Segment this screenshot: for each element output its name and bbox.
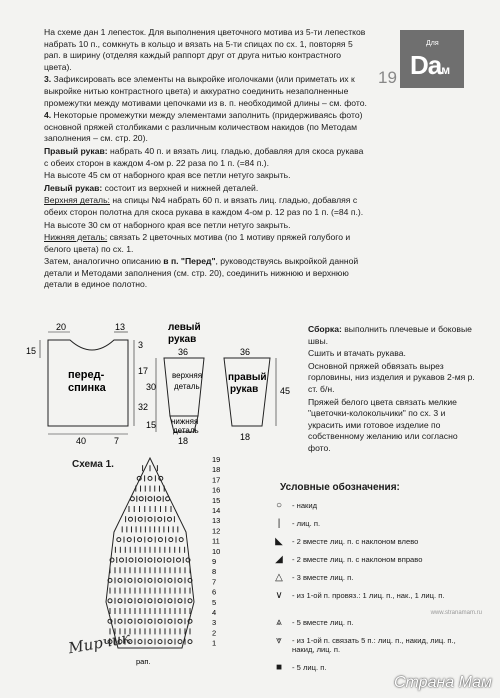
legend-item-text: - 2 вместе лиц. п. с наклоном влево [292, 537, 419, 546]
k2tog-left-icon: ◣ [275, 536, 283, 547]
schema-row-number: 16 [212, 485, 221, 495]
assembly-p3: Основной пряжей обвязать вырез горловины, низ изделия и рукавов 2-мя р. ст. б/н. [308, 360, 475, 394]
left-sleeve-h-lower: 15 [146, 420, 157, 430]
upper-detail-text: на спицы №4 набрать 60 п. и вязать лиц. гладью, добавляя с обеих сторон полотна для скоса рукава в каждом 4-ом р. 12 раз по 1 п. (=84 п.). [44, 195, 364, 217]
schema-row-number: 18 [212, 465, 221, 475]
yarn-over-mark [138, 578, 142, 582]
legend-item [268, 553, 478, 571]
step-3-paragraph [44, 74, 370, 109]
legend-list [268, 499, 478, 679]
upper-detail-label: Верхняя деталь: [44, 195, 110, 206]
step-4-paragraph [44, 110, 370, 145]
yarn-over-mark [148, 599, 152, 603]
yarn-over-mark [168, 578, 172, 582]
petal-paragraph: На схеме дан 1 лепесток. Для выполнения цветочного мотива из 5-ти лепестков набрать 10 п., сомкнуть в кольцо и вязать на 5-ти спицах по сх. 1, повторяя 5 рап. в ширину (отделяя каждый раппорт друг от друга нитью контрастного цвета). [44, 27, 366, 72]
left-sleeve-title-2: рукав [168, 334, 197, 345]
right-sleeve-title-2: рукав [230, 384, 259, 395]
lower-detail-label: Нижняя деталь: [44, 232, 108, 243]
instructions-text [44, 27, 370, 292]
step-3-text: Зафиксировать все элементы на выкройке иголочками (или приметать их к выкройке нитью контрастного цвета) и аккуратно соединить незаполненные промежутки между мотивами цепочками из в. п. необходимой длины – см. фото. [44, 74, 367, 108]
legend-item-text: - из 1-ой п. связать 5 п.: лиц. п., накид, лиц. п., накид, лиц. п. [292, 636, 456, 654]
legend-item-text: - 5 вместе лиц. п. [292, 618, 354, 627]
k3tog-icon: △ [275, 572, 283, 583]
yarn-over-mark [130, 497, 134, 501]
yarn-over-mark [158, 619, 162, 623]
right-sleeve-close: На высоте 45 см от наборного края все петли нетуго закрыть. [44, 170, 291, 181]
assembly-label: Сборка: [308, 324, 342, 334]
left-sleeve-title-1: левый [168, 322, 201, 333]
yarn-over-mark [179, 538, 183, 542]
yarn-over-mark [158, 640, 162, 644]
assembly-p1 [308, 324, 478, 347]
yarn-over-mark [178, 640, 182, 644]
schema-row-number: 5 [212, 597, 217, 607]
schema-row-number: 3 [212, 618, 217, 628]
lower-detail-paragraph [44, 232, 370, 255]
front-h-b: 17 [138, 366, 149, 376]
yarn-over-mark [139, 497, 143, 501]
legend-item [268, 616, 478, 634]
yarn-over-mark [168, 599, 172, 603]
step-4-number: 4. [44, 110, 52, 121]
schema-row-number: 15 [212, 495, 221, 505]
signature: Мирчик [66, 628, 132, 658]
step-3-number: 3. [44, 74, 52, 85]
upper-detail-paragraph [44, 195, 370, 218]
yarn-over-mark [139, 558, 143, 562]
join-paragraph [44, 256, 370, 291]
legend-item [268, 634, 478, 661]
k5tog-icon: ⩓ [276, 617, 282, 628]
yarn-over-icon: ○ [275, 500, 283, 511]
schema-title: Схема 1. [72, 459, 114, 470]
legend-item [268, 535, 478, 553]
yarn-over-mark [128, 517, 132, 521]
legend-item-text: - из 1-ой п. провяз.: 1 лиц. п., нак., 1 лиц. п. [292, 591, 445, 600]
schema-row-number: 1 [212, 638, 217, 648]
yarn-over-mark [168, 517, 172, 521]
yarn-over-mark [188, 599, 192, 603]
k5-block-icon: ■ [275, 662, 283, 673]
legend-item [268, 499, 478, 517]
legend-item [268, 571, 478, 589]
yarn-over-mark [128, 599, 132, 603]
left-sleeve-upper-2: деталь [174, 382, 200, 391]
schema-row-number: 6 [212, 587, 217, 597]
right-sleeve-paragraph [44, 146, 370, 169]
knit-stitch-icon: | [277, 518, 281, 529]
schema-row-number: 19 [212, 455, 221, 464]
front-w-top-a: 20 [56, 322, 67, 332]
assembly-p4: Пряжей белого цвета связать мелкие "цветочки-колокольчики" по сх. 3 и украсить ими готовое изделие по собственному желанию или согласно фото. [308, 396, 458, 453]
left-sleeve-lower-2: деталь [173, 426, 199, 435]
yarn-over-mark [158, 538, 162, 542]
yarn-over-mark [148, 517, 152, 521]
yarn-over-mark [148, 538, 152, 542]
assembly-section [308, 324, 478, 456]
right-sleeve-label: Правый рукав: [44, 145, 108, 156]
schema-row-number: 13 [212, 516, 221, 526]
yarn-over-mark [138, 619, 142, 623]
magazine-logo-tail: м [441, 63, 450, 77]
yarn-over-mark [188, 640, 192, 644]
front-label-1: перед- [68, 369, 105, 381]
yarn-over-mark [178, 578, 182, 582]
lower-detail-text: связать 2 цветочных мотива (по 1 мотиву пряжей голубого и белого цвета) по сх. 1. [44, 232, 351, 254]
yarn-over-mark [158, 599, 162, 603]
magazine-small-word: Для [426, 40, 439, 47]
yarn-over-mark [127, 538, 131, 542]
assembly-p1-text: выполнить плечевые и боковые швы. [308, 324, 472, 346]
watermark-url: www.stranamam.ru [430, 610, 482, 616]
schema-row-number: 12 [212, 526, 221, 536]
yarn-over-mark [167, 558, 171, 562]
schema-row-number: 7 [212, 577, 217, 587]
k1-yo-k1-icon: ∨ [275, 590, 283, 601]
legend-item [268, 517, 478, 535]
yarn-over-mark [129, 558, 133, 562]
left-sleeve-bottom: 18 [178, 436, 189, 446]
schema-row-number: 9 [212, 557, 217, 566]
legend-title: Условные обозначения: [280, 482, 400, 493]
left-sleeve-lower-1: нижняя [171, 417, 199, 426]
left-sleeve-paragraph [44, 183, 370, 195]
front-w-bottom: 40 [76, 436, 87, 446]
yarn-over-mark [148, 640, 152, 644]
step-4-text: Некоторые промежутки между элементами заполнить (придерживаясь фото) основной пряжей столбиками с различным количеством накидов (по Методам заполнения – см. стр. 20). [44, 110, 363, 144]
schema-row-number: 8 [212, 567, 217, 577]
pattern-diagrams [18, 318, 318, 448]
front-h-a: 3 [138, 340, 144, 350]
k2tog-right-icon: ◢ [275, 554, 283, 565]
legend [268, 482, 478, 679]
yarn-over-mark [138, 517, 142, 521]
yarn-over-mark [148, 558, 152, 562]
yarn-over-mark [128, 578, 132, 582]
upper-detail-close: На высоте 30 см от наборного края все петли нетуго закрыть. [44, 219, 291, 230]
right-sleeve-bottom: 18 [240, 432, 251, 442]
schema-row-number: 14 [212, 506, 221, 515]
front-w-side: 7 [114, 436, 120, 446]
legend-item-text: - накид [292, 501, 318, 510]
yarn-over-mark [148, 619, 152, 623]
yarn-over-mark [138, 640, 142, 644]
right-sleeve-height: 45 [280, 386, 291, 396]
right-sleeve-title-1: правый [228, 372, 267, 383]
right-sleeve-top: 36 [240, 347, 251, 357]
legend-item-text: - лиц. п. [292, 519, 321, 528]
schema-row-number: 11 [212, 536, 220, 546]
assembly-p2: Сшить и втачать рукава. [308, 348, 406, 359]
yarn-over-mark [158, 578, 162, 582]
legend-item-text: - 2 вместе лиц. п. с наклоном вправо [292, 555, 423, 564]
schema-row-number: 2 [212, 628, 217, 638]
left-sleeve-h-upper: 30 [146, 382, 157, 392]
yarn-over-mark [118, 578, 122, 582]
increase-5-icon: ⩔ [276, 635, 282, 646]
yarn-over-mark [118, 619, 122, 623]
yarn-over-mark [157, 497, 161, 501]
yarn-over-mark [158, 558, 162, 562]
schema-row-number: 4 [212, 608, 217, 617]
yarn-over-mark [138, 538, 142, 542]
yarn-over-mark [120, 558, 124, 562]
yarn-over-mark [158, 517, 162, 521]
schema-row-number: 17 [212, 475, 221, 485]
yarn-over-mark [128, 619, 132, 623]
legend-item-text: - 3 вместе лиц. п. [292, 573, 354, 582]
magazine-logo [410, 50, 449, 81]
watermark: Страна Мам [393, 674, 492, 691]
join-suffix: , руководствуясь выкройкой данной детали и Методами заполнения (см. стр. 20), соединить нижнюю и верхнюю детали в единое полотно. [44, 256, 359, 290]
left-sleeve-top: 36 [178, 347, 189, 357]
schema-row-number: 10 [212, 546, 221, 556]
yarn-over-mark [178, 619, 182, 623]
front-h-c: 32 [138, 402, 149, 412]
left-sleeve-upper-1: верхняя [172, 371, 203, 380]
join-front-ref: в п. "Перед" [163, 256, 216, 267]
yarn-over-mark [117, 538, 121, 542]
left-sleeve-label: Левый рукав: [44, 182, 103, 193]
legend-item-text: - 5 лиц. п. [292, 663, 327, 672]
join-prefix: Затем, аналогично описанию [44, 256, 164, 267]
yarn-over-mark [168, 640, 172, 644]
yarn-over-mark [138, 599, 142, 603]
yarn-over-mark [148, 497, 152, 501]
yarn-over-mark [108, 599, 112, 603]
yarn-over-mark [177, 558, 181, 562]
magazine-header [378, 30, 470, 94]
front-w-top-b: 13 [115, 322, 126, 332]
yarn-over-mark [169, 538, 173, 542]
rapport-label: рап. [136, 657, 151, 666]
front-label-2: спинка [68, 382, 106, 394]
yarn-over-mark [168, 619, 172, 623]
yarn-over-mark [166, 497, 170, 501]
right-sleeve-text: набрать 40 п. и вязать лиц. гладью, добавляя для скоса рукава с обеих сторон в каждом 4-ом р. 22 раза по 1 п. (=84 п.). [44, 145, 364, 168]
magazine-logo-word: Dа [410, 50, 442, 80]
front-w-left: 15 [26, 346, 37, 356]
yarn-over-mark [118, 599, 122, 603]
yarn-over-mark [178, 599, 182, 603]
yarn-over-mark [148, 476, 152, 480]
yarn-over-mark [148, 578, 152, 582]
left-sleeve-text: состоит из верхней и нижней деталей. [102, 182, 259, 193]
page-number: 19 [378, 68, 397, 87]
